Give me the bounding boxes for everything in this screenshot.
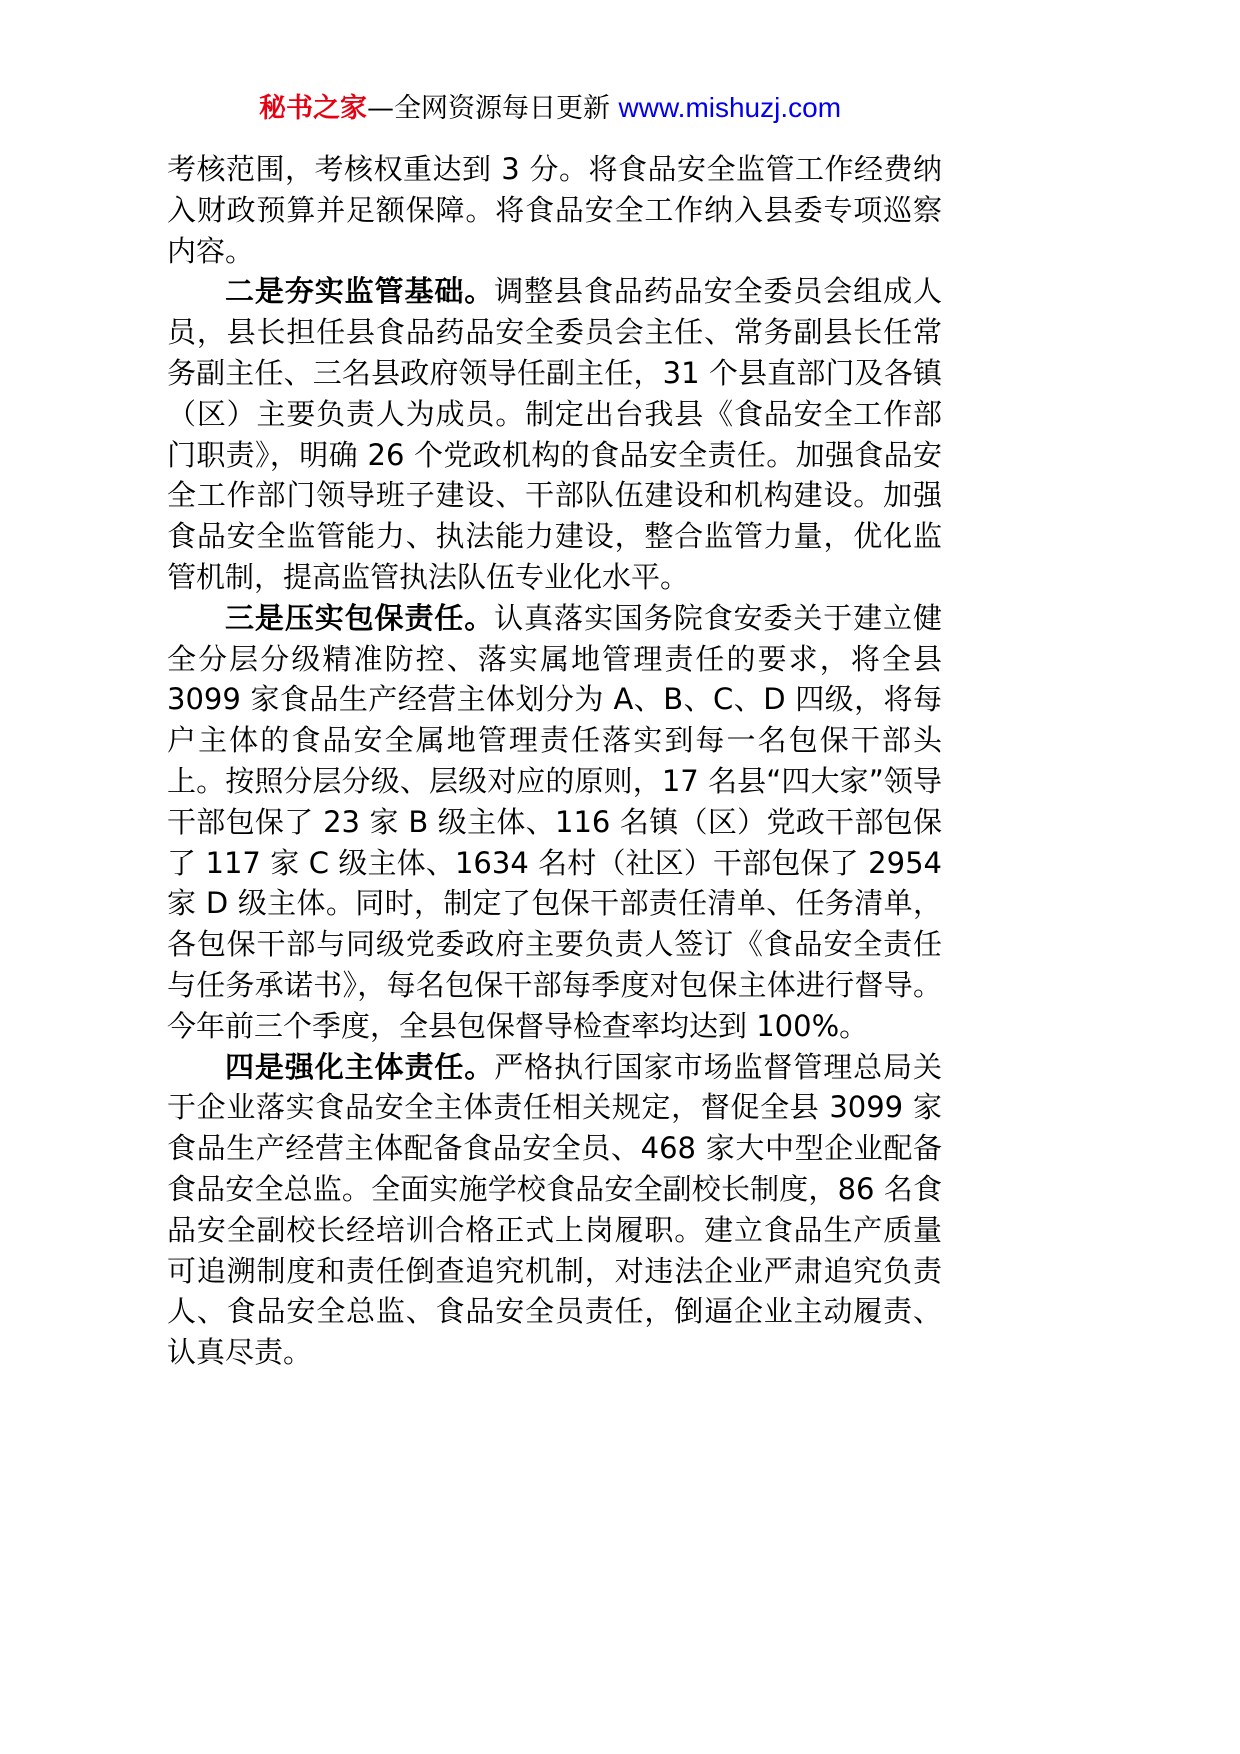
site-url-link[interactable]: www.mishuzj.com <box>618 92 842 123</box>
paragraph-4-heading: 四是强化主体责任。 <box>225 1049 495 1084</box>
paragraph-2-text: 调整县食品药品安全委员会组成人员，县长担任县食品药品安全委员会主任、常务副县长任常务副主任、三名县政府领导任副主任，31 个县直部门及各镇（区）主要负责人为成员。制定出台我县《食品安全工作部门职责》，明确 26 个党政机构的食品安全责任。加强食品安全工作部门领导班子建设、干部队伍建设和机构建设。加强食品安全监管能力、执法能力建设，整合监管力量，优化监管机制，提高监管执法队伍专业化水平。 <box>167 274 942 594</box>
paragraph-1 <box>167 149 942 271</box>
paragraph-4 <box>167 1047 942 1373</box>
paragraph-3-text: 认真落实国务院食安委关于建立健全分层分级精准防控、落实属地管理责任的要求，将全县 3099 家食品生产经营主体划分为 A、B、C、D 四级，将每户主体的食品安全属地管理责任落实到每一名包保干部头上。按照分层分级、层级对应的原则，17 名县“四大家”领导干部包保了 23 家 B 级主体、116 名镇（区）党政干部包保了 117 家 C 级主体、1634 名村（社区）干部包保了 2954 家 D 级主体。同时，制定了包保干部责任清单、任务清单，各包保干部与同级党委政府主要负责人签订《食品安全责任与任务承诺书》，每名包保干部每季度对包保主体进行督导。今年前三个季度，全县包保督导检查率均达到 100%。 <box>167 600 942 1043</box>
paragraph-3-heading: 三是压实包保责任。 <box>225 600 495 635</box>
paragraph-1-text: 考核范围，考核权重达到 3 分。将食品安全监管工作经费纳入财政预算并足额保障。将食品安全工作纳入县委专项巡察内容。 <box>167 152 942 268</box>
site-header <box>0 88 1100 129</box>
paragraph-3 <box>167 598 942 1047</box>
paragraph-2 <box>167 271 942 597</box>
brand-name: 秘书之家 <box>258 93 367 124</box>
paragraph-2-heading: 二是夯实监管基础。 <box>225 274 495 309</box>
header-tagline: —全网资源每日更新 <box>366 93 619 124</box>
document-body <box>167 149 942 1373</box>
paragraph-4-text: 严格执行国家市场监督管理总局关于企业落实食品安全主体责任相关规定，督促全县 3099 家食品生产经营主体配备食品安全员、468 家大中型企业配备食品安全总监。全面实施学校食品安全副校长制度，86 名食品安全副校长经培训合格正式上岗履职。建立食品生产质量可追溯制度和责任倒查追究机制，对违法企业严肃追究负责人、食品安全总监、食品安全员责任，倒逼企业主动履责、认真尽责。 <box>167 1049 942 1370</box>
